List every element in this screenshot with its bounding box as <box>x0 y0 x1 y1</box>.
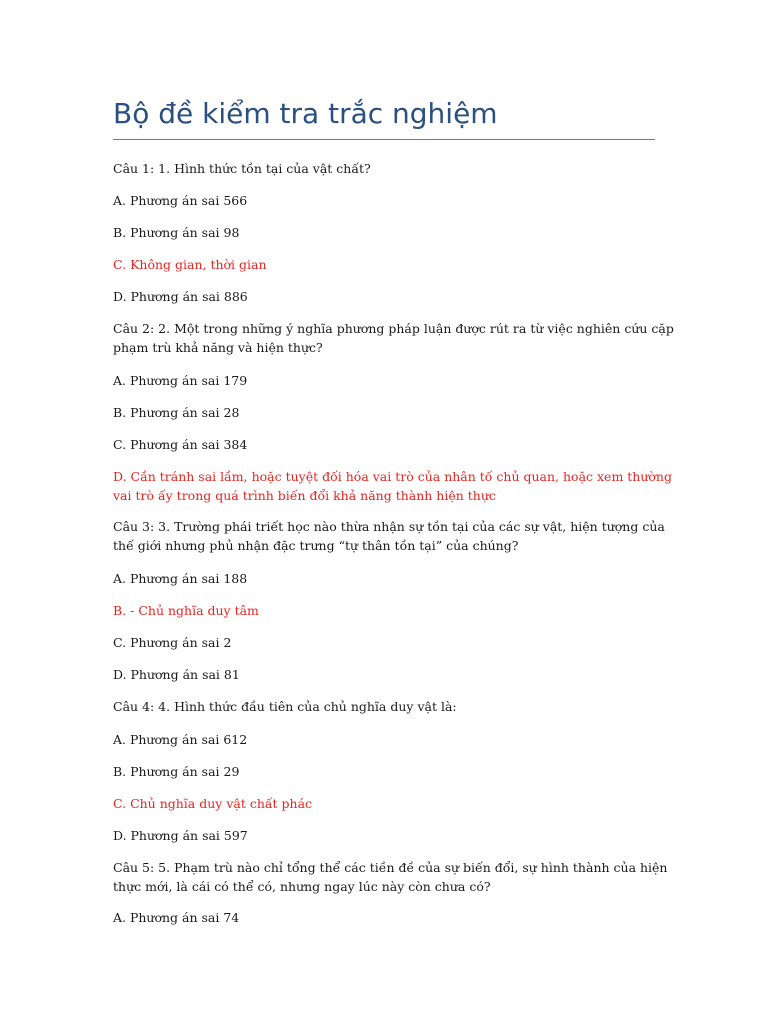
question-2-option-b: B. Phương án sai 28 <box>113 405 240 420</box>
question-2-option-c: C. Phương án sai 384 <box>113 437 248 452</box>
question-4-option-a: A. Phương án sai 612 <box>113 732 248 747</box>
question-5-text-line-2: thực mới, là cái có thể có, nhưng ngay lúc này còn chưa có? <box>113 879 491 894</box>
question-3-option-a: A. Phương án sai 188 <box>113 571 248 586</box>
question-4-option-d: D. Phương án sai 597 <box>113 828 248 843</box>
question-5-text-line-1: Câu 5: 5. Phạm trù nào chỉ tổng thể các tiền đề của sự biến đổi, sự hình thành của hiện <box>113 860 668 875</box>
question-4-option-c-correct: C. Chủ nghĩa duy vật chất phác <box>113 796 313 811</box>
question-3-text-line-1: Câu 3: 3. Trường phái triết học nào thừa nhận sự tồn tại của các sự vật, hiện tượng của <box>113 519 665 534</box>
question-2-text-line-2: phạm trù khả năng và hiện thực? <box>113 340 323 355</box>
question-3-option-c: C. Phương án sai 2 <box>113 635 232 650</box>
question-1-text: Câu 1: 1. Hình thức tồn tại của vật chất? <box>113 161 371 176</box>
question-4-text: Câu 4: 4. Hình thức đầu tiên của chủ nghĩa duy vật là: <box>113 699 457 714</box>
question-1-option-c-correct: C. Không gian, thời gian <box>113 257 267 272</box>
question-1-option-d: D. Phương án sai 886 <box>113 289 248 304</box>
question-1-option-b: B. Phương án sai 98 <box>113 225 240 240</box>
question-3-option-b-correct: B. - Chủ nghĩa duy tâm <box>113 603 259 618</box>
question-2-option-d-correct-line-2: vai trò ấy trong quá trình biến đổi khả năng thành hiện thực <box>113 488 496 503</box>
question-4-option-b: B. Phương án sai 29 <box>113 764 240 779</box>
question-2-option-a: A. Phương án sai 179 <box>113 373 248 388</box>
document-title: Bộ đề kiểm tra trắc nghiệm <box>113 97 498 130</box>
question-3-option-d: D. Phương án sai 81 <box>113 667 240 682</box>
title-underline <box>113 139 655 140</box>
question-5-option-a: A. Phương án sai 74 <box>113 910 240 925</box>
question-1-option-a: A. Phương án sai 566 <box>113 193 248 208</box>
question-2-option-d-correct-line-1: D. Cần tránh sai lầm, hoặc tuyệt đối hóa vai trò của nhân tố chủ quan, hoặc xem thường <box>113 469 672 484</box>
question-3-text-line-2: thế giới nhưng phủ nhận đặc trưng “tự thân tồn tại” của chúng? <box>113 538 519 553</box>
question-2-text-line-1: Câu 2: 2. Một trong những ý nghĩa phương pháp luận được rút ra từ việc nghiên cứu cặp <box>113 321 674 336</box>
